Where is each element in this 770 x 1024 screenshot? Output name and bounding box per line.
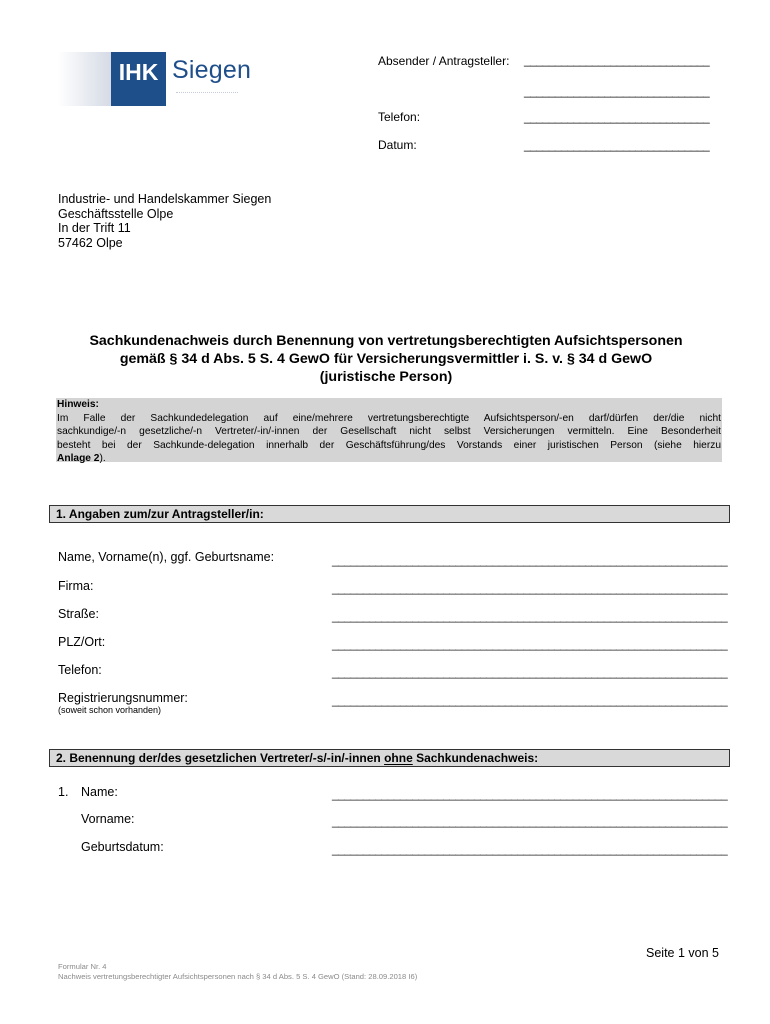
phone-line[interactable]: ______________________________ xyxy=(524,110,710,124)
rep-name-label: Name: xyxy=(81,785,118,799)
sender-line-2[interactable]: ______________________________ xyxy=(524,84,710,98)
section-2-title-ohne: ohne xyxy=(384,751,413,765)
footer-description: Nachweis vertretungsberechtigter Aufsichtspersonen nach § 34 d Abs. 5 S. 4 GewO (Stand: 28.09.2018 I6) xyxy=(58,972,418,981)
name-label: Name, Vorname(n), ggf. Geburtsname: xyxy=(58,550,275,564)
rep-vorname-label: Vorname: xyxy=(81,812,135,826)
date-line[interactable]: ______________________________ xyxy=(524,138,710,152)
registrierungsnummer-field[interactable]: ________________________________________________________________ xyxy=(332,693,728,707)
recipient-address xyxy=(58,192,271,250)
registrierungsnummer-label: Registrierungsnummer: xyxy=(58,691,188,705)
item-number: 1. xyxy=(58,785,69,799)
footer-form-number: Formular Nr. 4 xyxy=(58,962,107,971)
note-line-end: ). xyxy=(99,453,106,465)
firma-field[interactable]: ________________________________________________________________ xyxy=(332,581,728,595)
section-2-title-end: Sachkundenachweis: xyxy=(412,751,539,765)
recipient-line: Geschäftsstelle Olpe xyxy=(58,206,174,221)
ihk-logo: IHK xyxy=(111,52,166,106)
sender-label: Absender / Antragsteller: xyxy=(378,54,510,68)
date-label: Datum: xyxy=(378,138,417,152)
section-1-header: 1. Angaben zum/zur Antragsteller/in: xyxy=(49,505,730,523)
note-line: Im Falle der Sachkundedelegation auf eine/mehrere vertretungsberechtigte Aufsichtsperson/-en darf/dürfen der/die nicht xyxy=(57,412,721,424)
logo-city-name: Siegen xyxy=(172,56,252,84)
recipient-line: In der Trift 11 xyxy=(58,221,131,235)
note-box xyxy=(56,398,722,465)
title-line: (juristische Person) xyxy=(319,369,453,385)
recipient-line: Industrie- und Handelskammer Siegen xyxy=(58,192,272,206)
rep-geburtsdatum-label: Geburtsdatum: xyxy=(81,840,164,854)
name-field[interactable]: ________________________________________________________________ xyxy=(332,553,728,567)
rep-vorname-field[interactable]: ________________________________________________________________ xyxy=(332,814,728,828)
note-anlage-ref: Anlage 2 xyxy=(57,453,100,465)
rep-geburtsdatum-field[interactable]: ________________________________________________________________ xyxy=(332,842,728,856)
note-line: besteht bei der Sachkunde-delegation innerhalb der Geschäftsführung/des Vorstands einer juristischen Person (siehe hierzu xyxy=(57,439,721,451)
section-2-header xyxy=(49,749,730,767)
plz-ort-label: PLZ/Ort: xyxy=(58,635,106,649)
page-indicator: Seite 1 von 5 xyxy=(646,946,719,960)
note-heading: Hinweis: xyxy=(57,399,99,410)
strasse-label: Straße: xyxy=(58,607,99,621)
telefon-field[interactable]: ________________________________________________________________ xyxy=(332,665,728,679)
sender-line-1[interactable]: ______________________________ xyxy=(524,53,710,67)
telefon-label: Telefon: xyxy=(58,663,102,677)
logo-divider xyxy=(176,92,238,93)
note-line xyxy=(57,452,721,466)
phone-label: Telefon: xyxy=(378,110,421,124)
title-line: gemäß § 34 d Abs. 5 S. 4 GewO für Versicherungsvermittler i. S. v. § 34 d GewO xyxy=(119,351,653,367)
rep-name-field[interactable]: ________________________________________________________________ xyxy=(332,787,728,801)
footer xyxy=(58,962,417,982)
document-title xyxy=(40,332,732,386)
title-line: Sachkundenachweis durch Benennung von vertretungsberechtigten Aufsichtspersonen xyxy=(89,333,683,349)
note-line: sachkundige/-n gesetzliche/-n Vertreter/-in/-innen der Gesellschaft nicht selbst Versicherungen vermitteln. Eine Besonderheit xyxy=(57,426,721,438)
recipient-line: 57462 Olpe xyxy=(58,235,123,250)
section-2-title-start: 2. Benennung der/des gesetzlichen Vertreter/-s/-in/-innen xyxy=(56,751,385,765)
firma-label: Firma: xyxy=(58,579,94,593)
plz-ort-field[interactable]: ________________________________________________________________ xyxy=(332,637,728,651)
registrierungsnummer-hint: (soweit schon vorhanden) xyxy=(58,705,162,715)
strasse-field[interactable]: ________________________________________________________________ xyxy=(332,609,728,623)
